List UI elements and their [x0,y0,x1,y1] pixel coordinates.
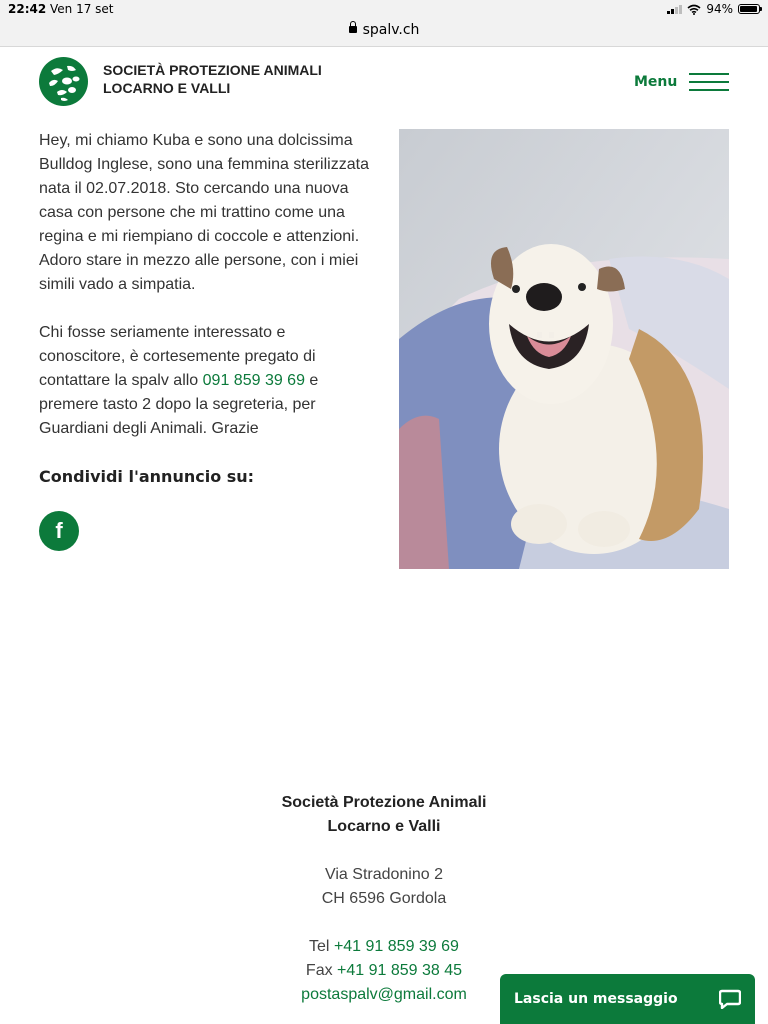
url-display[interactable] [0,22,768,38]
chat-label: Lascia un messaggio [514,991,678,1007]
footer-org-line-2: Locarno e Valli [327,818,441,835]
status-time: 22:42 [8,2,47,16]
site-brand[interactable] [103,61,322,97]
article-paragraph-2 [39,321,374,441]
paragraph-2-text-end: e premere tasto 2 dopo la segreteria, per Guardiani degli Animali. Grazie [39,372,319,437]
spalv-logo-icon[interactable] [39,57,88,106]
status-date: Ven 17 set [50,2,114,16]
footer-tel-link[interactable]: +41 91 859 39 69 [333,938,459,955]
status-bar [0,0,768,20]
footer-fax-link[interactable]: +41 91 859 38 45 [337,962,463,979]
footer-address-line-1: Via Stradonino 2 [324,866,443,883]
battery-icon [738,4,760,14]
footer-email-link[interactable]: postaspalv@gmail.com [301,986,467,1003]
hamburger-icon[interactable] [689,73,729,91]
chat-bubble-icon [719,989,741,1009]
share-title: Condividi l'annuncio su: [39,467,255,486]
brand-line-1: SOCIETÀ PROTEZIONE ANIMALI [103,62,322,78]
phone-link[interactable]: 091 859 39 69 [202,372,305,389]
footer-org-line-1: Società Protezione Animali [281,794,487,811]
brand-line-2: LOCARNO E VALLI [103,80,231,96]
url-text: spalv.ch [362,22,420,38]
footer-tel-label: Tel [309,938,330,955]
address-bar[interactable] [0,20,768,47]
paragraph-2-text-start: Chi fosse seriamente interessato e conoscitore, è cortesemente pregato di contattare la spalv allo [39,324,316,389]
footer-tel-row [0,935,768,959]
wifi-icon [687,4,701,15]
battery-percent: 94% [706,2,733,16]
footer-fax-label: Fax [305,962,333,979]
chat-widget-button[interactable] [500,974,755,1024]
signal-icon [667,4,682,14]
footer-address-line-2: CH 6596 Gordola [321,890,447,907]
status-indicators [667,2,760,16]
article-paragraph-1: Hey, mi chiamo Kuba e sono una dolcissima Bulldog Inglese, sono una femmina sterilizzata nata il 02.07.2018. Sto cercando una nuova casa con persone che mi trattino come una regina e mi riempiano di coccole e attenzioni. Adoro stare in mezzo alle persone, con i miei simili vado a simpatia. [39,132,369,293]
menu-button[interactable]: Menu [634,74,678,90]
facebook-icon[interactable]: f [39,511,79,551]
bulldog-photo [399,129,729,569]
lock-icon [349,26,357,33]
